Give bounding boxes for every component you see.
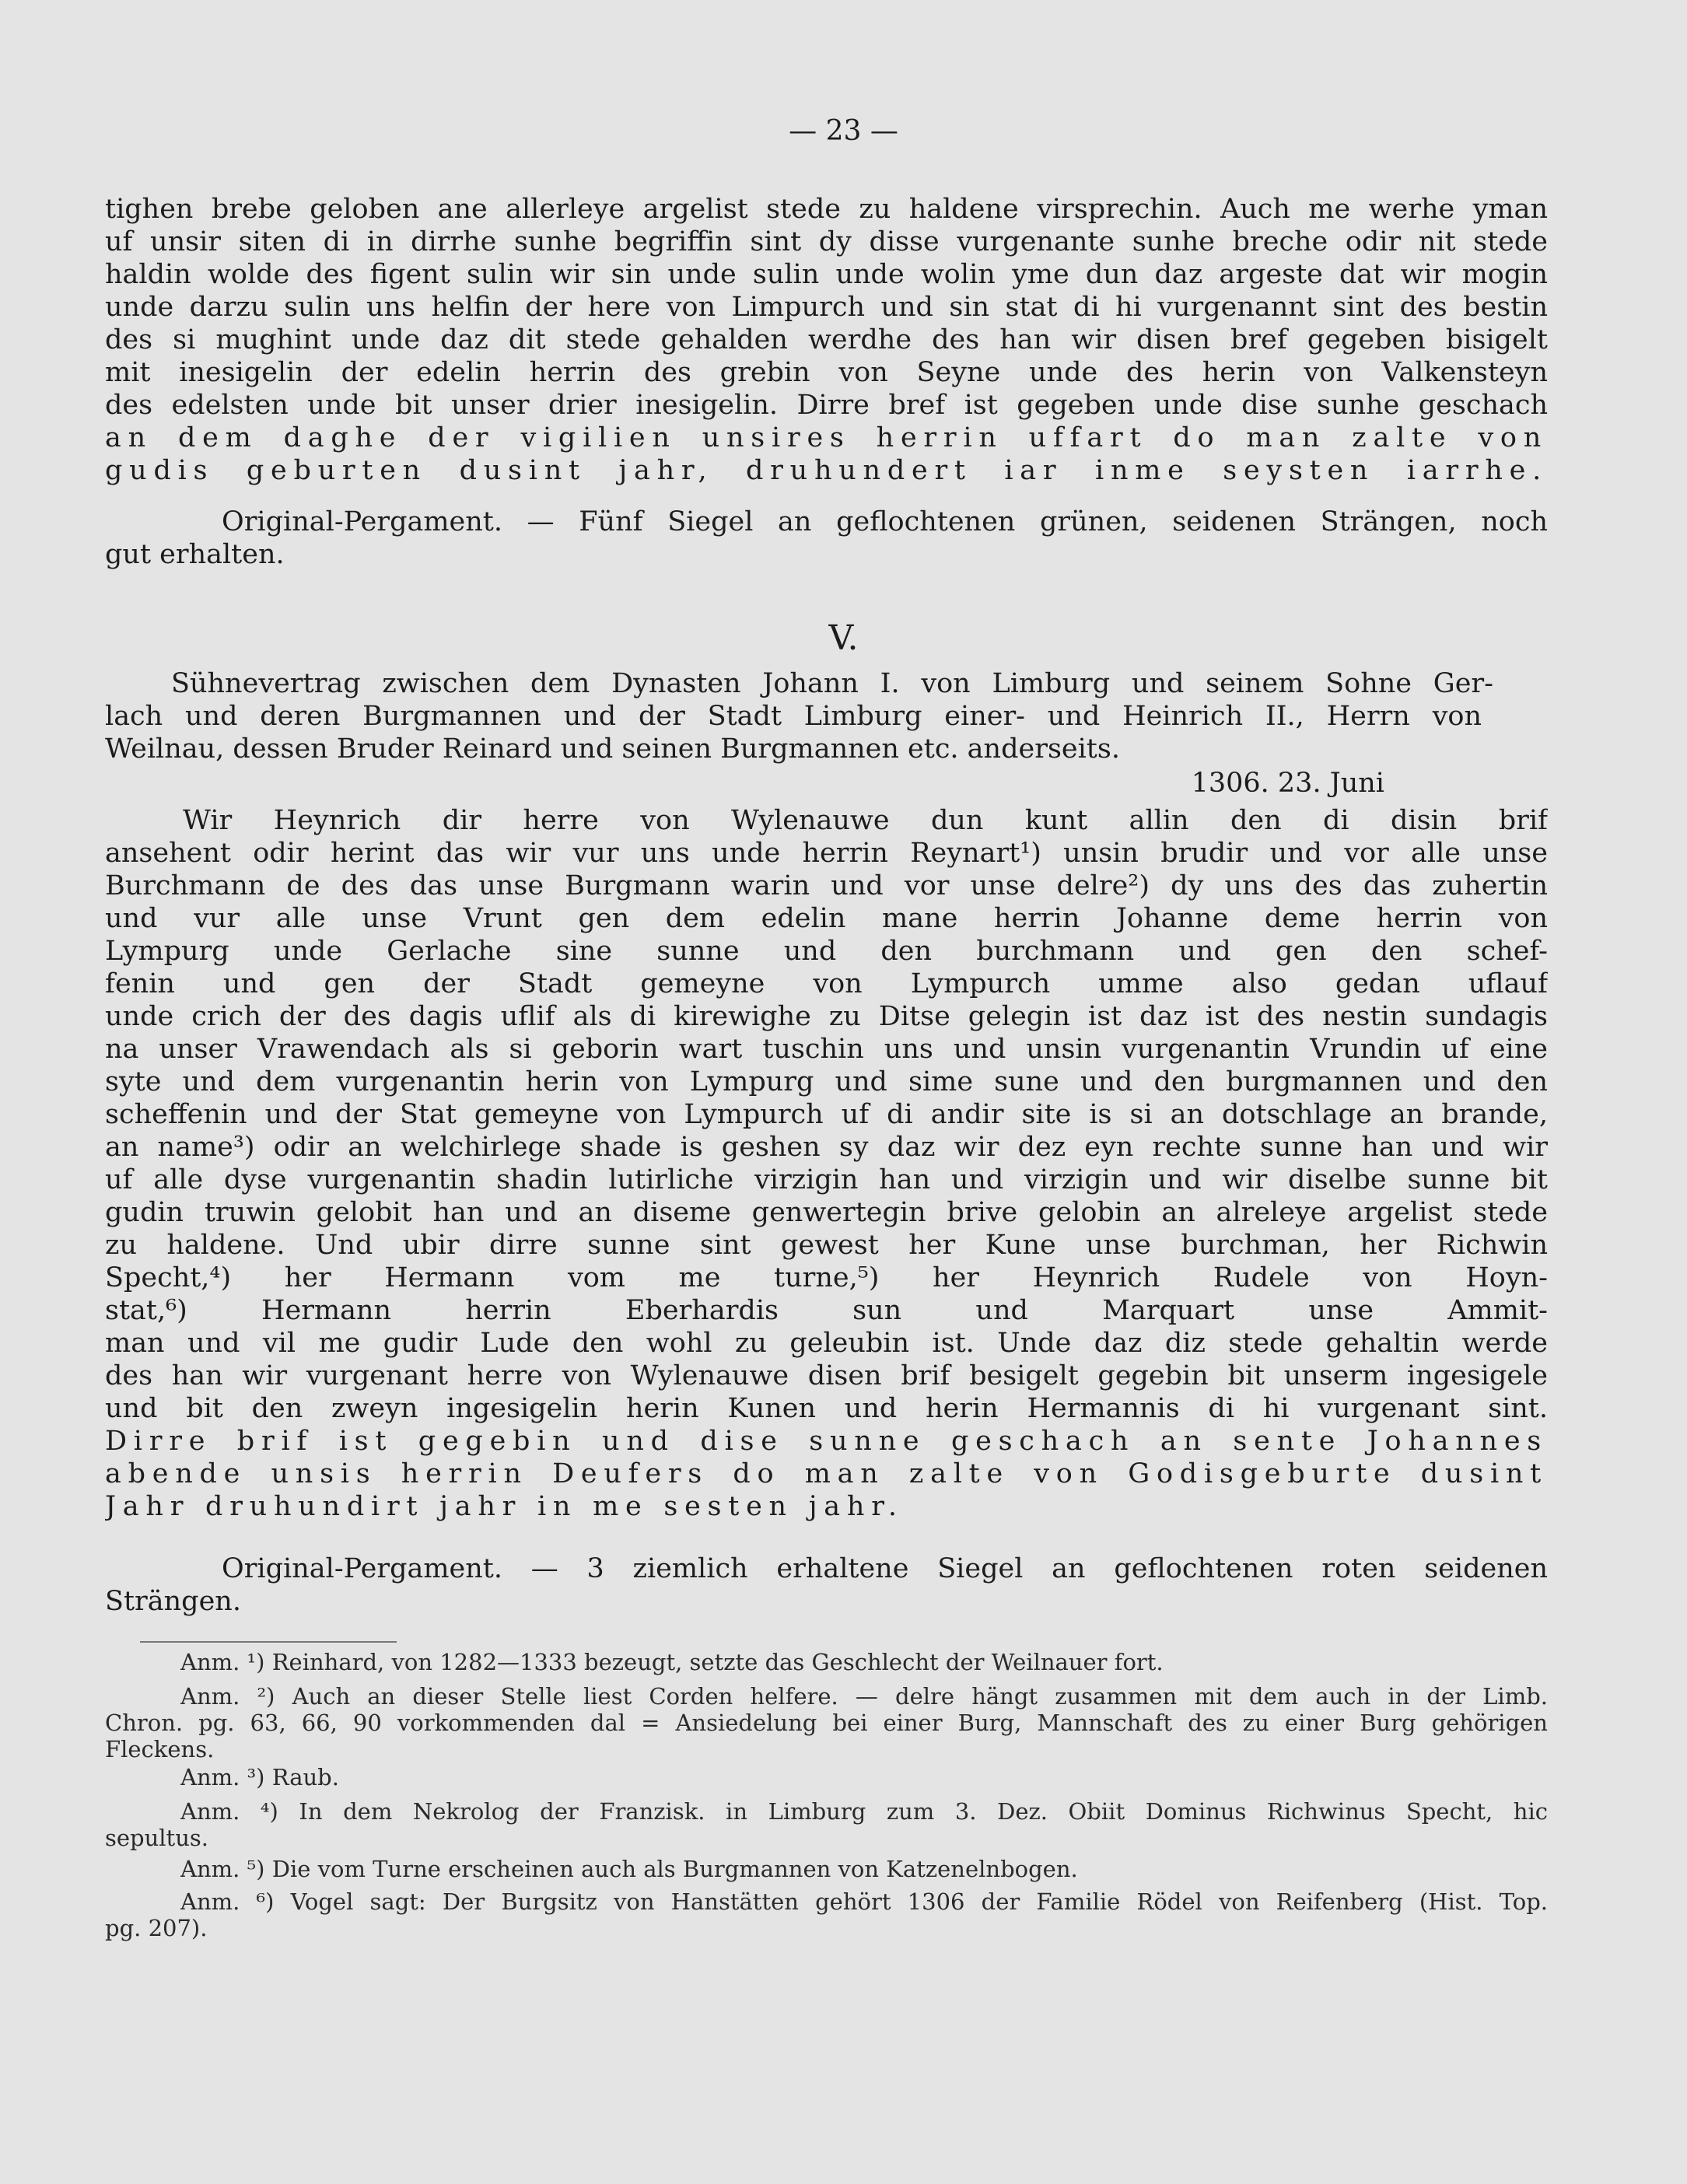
text-line: haldin wolde des figent sulin wir sin unde sulin unde wolin yme dun daz argeste dat wir mogin [105, 259, 1548, 290]
footnote-line: Anm. ⁶) Vogel sagt: Der Burgsitz von Hanstätten gehört 1306 der Familie Rödel von Reifenberg (Hist. Top. [180, 1888, 1548, 1915]
text-line: Wir Heynrich dir herre von Wylenauwe dun kunt allin den di disin brif [183, 805, 1548, 836]
text-line: des si mughint unde daz dit stede gehalden werdhe des han wir disen bref gegeben bisigelt [105, 324, 1548, 355]
text-line: tighen brebe geloben ane allerleye argelist stede zu haldene virsprechin. Auch me werhe yman [105, 194, 1548, 225]
text-line: Jahr druhundirt jahr in me sesten jahr. [105, 1491, 904, 1522]
text-line: unde crich der des dagis uflif als di kirewighe zu Ditse gelegin ist daz ist des nestin sundagis [105, 1001, 1548, 1032]
text-line: an name³) odir an welchirlege shade is geshen sy daz wir dez eyn rechte sunne han und wir [105, 1132, 1548, 1163]
text-line: an dem daghe der vigilien unsires herrin uffart do man zalte von [105, 422, 1548, 453]
text-line: und vur alle unse Vrunt gen dem edelin mane herrin Johanne deme herrin von [105, 903, 1548, 934]
footnote-line: Anm. ⁴) In dem Nekrolog der Franzisk. in Limburg zum 3. Dez. Obiit Dominus Richwinus Specht, hic [180, 1798, 1548, 1825]
text-line: gudin truwin gelobit han und an diseme genwertegin brive gelobin an alreleye argelist stede [105, 1197, 1548, 1228]
text-line: na unser Vrawendach als si geborin wart tuschin uns und unsin vurgenantin Vrundin uf eine [105, 1034, 1548, 1065]
document-date: 1306. 23. Juni [1191, 768, 1384, 799]
footnote-line: Anm. ¹) Reinhard, von 1282—1333 bezeugt, setzte das Geschlecht der Weilnauer fort. [180, 1649, 1164, 1675]
text-line: uf unsir siten di in dirrhe sunhe begriffin sint dy disse vurgenante sunhe breche odir nit stede [105, 226, 1548, 257]
text-line: mit inesigelin der edelin herrin des grebin von Seyne unde des herin von Valkensteyn [105, 357, 1548, 388]
heading-line: lach und deren Burgmannen und der Stadt Limburg einer- und Heinrich II., Herrn von [105, 701, 1482, 732]
section-number: V. [828, 618, 859, 658]
heading-line: Sühnevertrag zwischen dem Dynasten Johann I. von Limburg und seinem Sohne Ger- [171, 668, 1493, 699]
text-line: Burchmann de des das unse Burgmann warin und vor unse delre²) dy uns des das zuhertin [105, 870, 1548, 901]
footnote-line: Anm. ⁵) Die vom Turne erscheinen auch als Burgmannen von Katzenelnbogen. [180, 1856, 1078, 1882]
page-number: — 23 — [789, 115, 898, 147]
footnote-separator [140, 1641, 397, 1643]
footnote-line: Anm. ³) Raub. [180, 1764, 339, 1790]
footnote-line: pg. 207). [105, 1915, 208, 1941]
heading-line: Weilnau, dessen Bruder Reinard und seinen Burgmannen etc. anderseits. [105, 733, 1120, 765]
text-line: ansehent odir herint das wir vur uns unde herrin Reynart¹) unsin brudir und vor alle unse [105, 838, 1548, 869]
text-line: des han wir vurgenant herre von Wylenauwe disen brif besigelt gegebin bit unserm ingesigele [105, 1360, 1548, 1391]
text-line: stat,⁶) Hermann herrin Eberhardis sun und Marquart unse Ammit- [105, 1295, 1548, 1326]
text-line: zu haldene. Und ubir dirre sunne sint gewest her Kune unse burchman, her Richwin [105, 1230, 1548, 1261]
text-line: fenin und gen der Stadt gemeyne von Lympurch umme also gedan uflauf [105, 968, 1548, 999]
text-line: man und vil me gudir Lude den wohl zu geleubin ist. Unde daz diz stede gehaltin werde [105, 1328, 1548, 1359]
footnote-line: Chron. pg. 63, 66, 90 vorkommenden dal = Ansiedelung bei einer Burg, Mannschaft des zu einer Burg gehörigen [105, 1710, 1548, 1736]
text-line: unde darzu sulin uns helfin der here von Limpurch und sin stat di hi vurgenannt sint des bestin [105, 292, 1548, 323]
text-line: Specht,⁴) her Hermann vom me turne,⁵) her Heynrich Rudele von Hoyn- [105, 1262, 1548, 1293]
text-line: scheffenin und der Stat gemeyne von Lympurch uf di andir site is si an dotschlage an brande, [105, 1099, 1548, 1130]
footnote-line: Fleckens. [105, 1736, 215, 1762]
archival-note-line: Original-Pergament. — Fünf Siegel an geflochtenen grünen, seidenen Strängen, noch [222, 506, 1548, 537]
archival-note-line: Strängen. [105, 1586, 241, 1617]
footnote-line: sepultus. [105, 1825, 208, 1851]
text-line: uf alle dyse vurgenantin shadin lutirliche virzigin han und virzigin und wir diselbe sunne bit [105, 1164, 1548, 1195]
archival-note-line: Original-Pergament. — 3 ziemlich erhaltene Siegel an geflochtenen roten seidenen [222, 1553, 1548, 1584]
text-line: des edelsten unde bit unser drier inesigelin. Dirre bref ist gegeben unde dise sunhe geschach [105, 390, 1548, 421]
text-line: gudis geburten dusint jahr, druhundert iar inme seysten iarrhe. [105, 455, 1548, 486]
text-line: Lympurg unde Gerlache sine sunne und den burchmann und gen den schef- [105, 936, 1548, 967]
text-line: Dirre brif ist gegebin und dise sunne geschach an sente Johannes [105, 1426, 1548, 1457]
text-line: syte und dem vurgenantin herin von Lympurg und sime sune und den burgmannen und den [105, 1066, 1548, 1097]
text-line: abende unsis herrin Deufers do man zalte von Godisgeburte dusint [105, 1458, 1548, 1489]
archival-note-line: gut erhalten. [105, 539, 285, 570]
footnote-line: Anm. ²) Auch an dieser Stelle liest Corden helfere. — delre hängt zusammen mit dem auch in der Limb. [180, 1683, 1548, 1710]
text-line: und bit den zweyn ingesigelin herin Kunen und herin Hermannis di hi vurgenant sint. [105, 1393, 1548, 1424]
